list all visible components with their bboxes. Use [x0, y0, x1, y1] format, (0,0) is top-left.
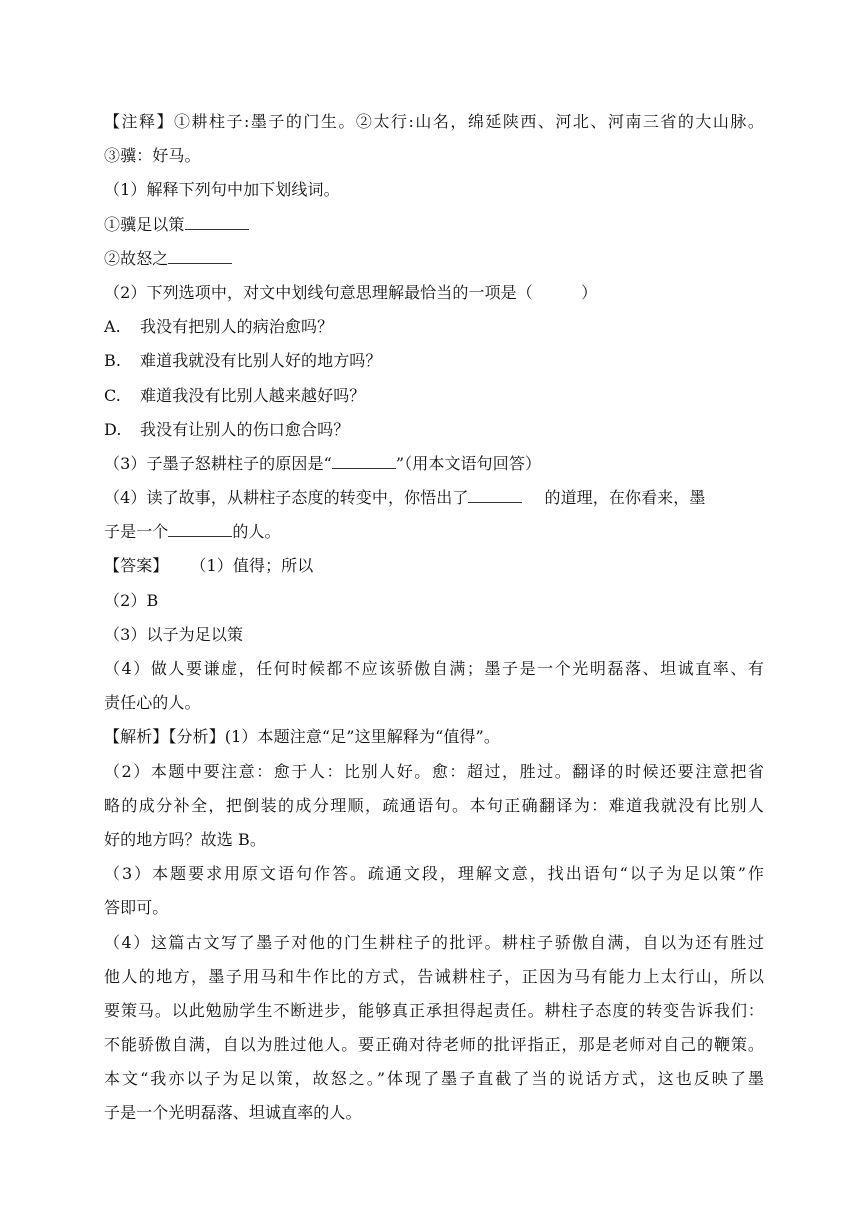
question-2-prompt: （2）下列选项中，对文中划线句意思理解最恰当的一项是（ ）	[104, 282, 598, 302]
question-4-text: 的人。	[232, 522, 281, 542]
analysis-line: （3）本题要求用原文语句作答。疏通文段，理解文意，找出语句“以子为足以策”作	[104, 864, 764, 884]
analysis-line: 【解析】【分析】(1）本题注意“足”这里解释为“值得”。	[104, 727, 500, 747]
analysis-line: 答即可。	[104, 898, 169, 918]
option-letter: D.	[104, 419, 122, 439]
analysis-line: 本文“我亦以子为足以策，故怒之。”体现了墨子直截了当的说话方式，这也反映了墨	[104, 1069, 764, 1089]
analysis-line: 好的地方吗？故选 B。	[104, 829, 266, 849]
document-body	[104, 105, 764, 1131]
analysis-line: 他人的地方，墨子用马和牛作比的方式，告诫耕柱子，正因为马有能力上太行山，所以	[104, 966, 764, 986]
answer-blank	[168, 518, 232, 537]
question-4-text: 子是一个	[104, 522, 169, 542]
answer-line: （3）以子为足以策	[104, 624, 244, 644]
option-letter: B.	[104, 351, 122, 371]
answer-blank	[168, 245, 232, 264]
question-4-text: （4）读了故事，从耕柱子态度的转变中，你悟出了	[104, 488, 469, 508]
answer-line: （4）做人要谦虚，任何时候都不应该骄傲自满；墨子是一个光明磊落、坦诚直率、有	[104, 659, 764, 678]
question-3-prompt	[104, 447, 764, 481]
answer-heading	[104, 549, 764, 583]
option-text: 我没有把别人的病治愈吗？	[140, 317, 334, 337]
option-d	[104, 413, 764, 447]
answer-blank	[332, 450, 396, 469]
question-4-prompt	[104, 481, 764, 515]
notes-line: ③骥：好马。	[104, 146, 201, 166]
question-1-prompt: （1）解释下列句中加下划线词。	[104, 180, 340, 200]
analysis-line: 略的成分补全，把倒装的成分理顺，疏通语句。本句正确翻译为：难道我就没有比别人	[104, 795, 764, 815]
answer-line: 责任心的人。	[104, 693, 201, 713]
question-1-item-text: ①骥足以策	[104, 214, 185, 234]
analysis-line: （4）这篇古文写了墨子对他的门生耕柱子的批评。耕柱子骄傲自满，自以为还有胜过	[104, 932, 764, 952]
option-c	[104, 379, 764, 413]
option-letter: C.	[104, 385, 121, 405]
question-3-text: ”（用本文语句回答）	[395, 453, 542, 473]
analysis-line: 不能骄傲自满，自以为胜过他人。要正确对待老师的批评指正，那是老师对自己的鞭策。	[104, 1035, 764, 1055]
analysis-line: 子是一个光明磊落、坦诚直率的人。	[104, 1103, 362, 1123]
option-b	[104, 344, 764, 378]
analysis-line: 要策马。以此勉励学生不断进步，能够真正承担得起责任。耕柱子态度的转变告诉我们：	[104, 1000, 764, 1020]
option-text: 我没有让别人的伤口愈合吗？	[140, 419, 350, 439]
answer-blank	[185, 211, 249, 230]
question-1-item	[104, 242, 764, 276]
question-3-text: （3）子墨子怒耕柱子的原因是“	[104, 453, 332, 473]
notes-line: 【注释】①耕柱子:墨子的门生。②太行:山名，绵延陕西、河北、河南三省的大山脉。	[104, 112, 764, 131]
question-4-text: 的道理，在你看来，墨	[544, 488, 706, 508]
question-4-prompt	[104, 515, 764, 549]
answer-text: （1）值得；所以	[190, 556, 314, 576]
option-letter: A.	[104, 317, 121, 337]
analysis-line: （2）本题中要注意：愈于人：比别人好。愈：超过，胜过。翻译的时候还要注意把省	[104, 761, 764, 781]
option-a	[104, 310, 764, 344]
answer-label: 【答案】	[104, 556, 169, 576]
answer-blank	[468, 484, 522, 503]
answer-line: （2）B	[104, 590, 159, 610]
question-1-item	[104, 208, 764, 242]
question-1-item-text: ②故怒之	[104, 248, 169, 268]
option-text: 难道我就没有比别人好的地方吗？	[140, 351, 382, 371]
option-text: 难道我没有比别人越来越好吗？	[140, 385, 366, 405]
